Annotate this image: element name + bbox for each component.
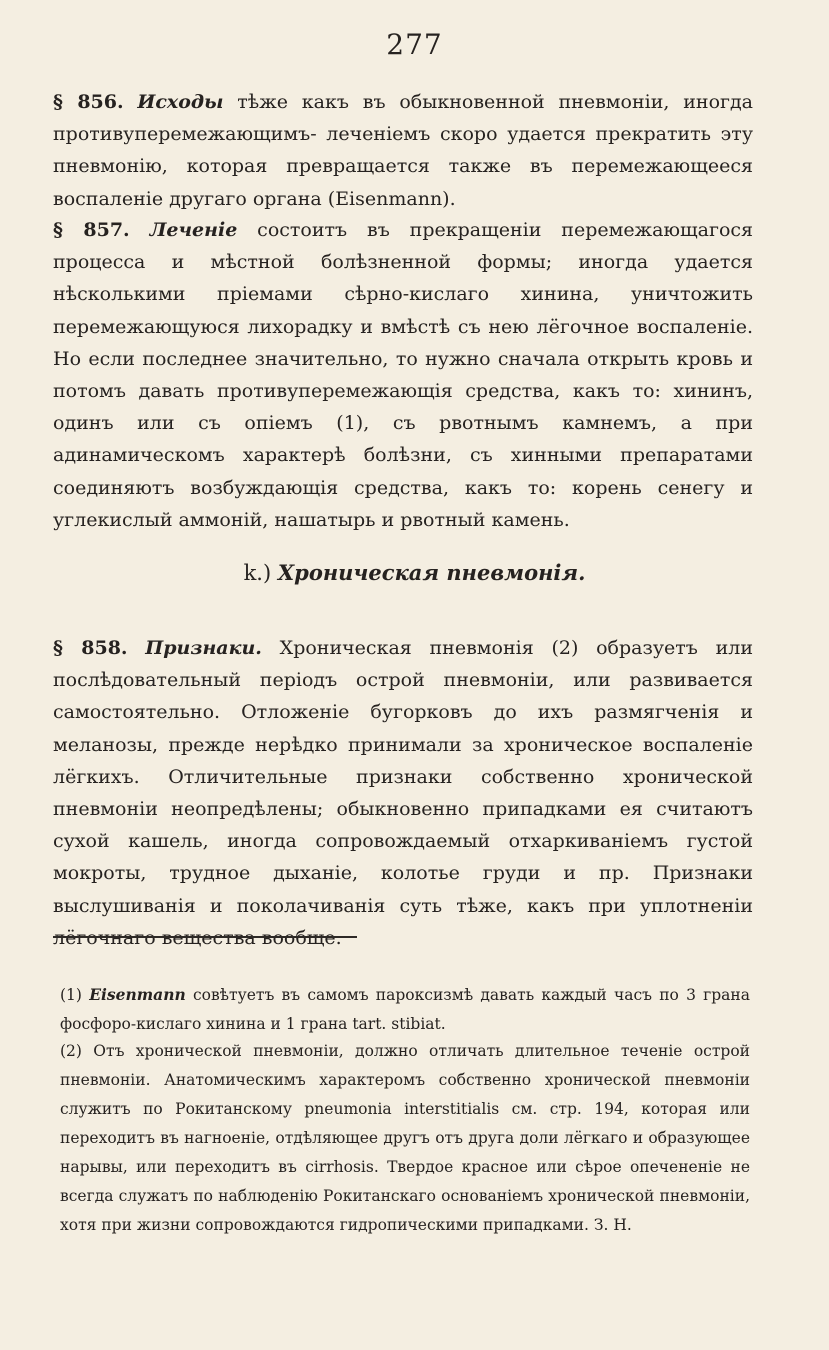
paragraph-857 xyxy=(53,214,753,536)
section-text-858: Хроническая пневмонія (2) образуетъ или послѣдовательный періодъ острой пневмоніи, или развивается самостоятельно. Отложеніе бугорковъ до ихъ размягченія и меланозы, прежде нерѣдко принимали за хроническое воспаленіе лёгкихъ. Отличительные признаки собственно хронической пневмоніи неопредѣлены; обыкновенно припадками ея считаютъ сухой кашель, иногда сопровождаемый отхаркиваніемъ густой мокроты, трудное дыханіе, колотье груди и пр. Признаки выслушиванія и поколачиванія суть тѣже, какъ при уплотненіи лёгочнаго вещества вообще. xyxy=(53,637,753,949)
section-lead-856: Исходы xyxy=(137,91,224,113)
section-lead-858: Признаки. xyxy=(145,637,262,659)
section-number-856: § 856. xyxy=(53,91,124,113)
footnote-2-text: Отъ хронической пневмоніи, должно отличать длительное теченіе острой пневмоніи. Анатомическимъ характеромъ собственно хронической пневмоніи служитъ по Рокитанскому pneumonia interstitialis см. стр. 194, которая или переходитъ въ нагноеніе, отдѣляющее другъ отъ друга доли лёгкаго и образующее нарывы, или переходитъ въ cirrhosis. Твердое красное или сѣрое опечененіе не всегда служатъ по наблюденію Рокитанскаго основаніемъ хронической пневмоніи, хотя при жизни сопровождаются гидропическими припадками. З. Н. xyxy=(60,1042,750,1234)
section-number-858: § 858. xyxy=(53,637,128,659)
footnote-2-marker: (2) xyxy=(60,1042,82,1060)
footnote-1-marker: (1) xyxy=(60,986,82,1004)
page-number: 277 xyxy=(386,28,443,61)
footnote-1 xyxy=(60,980,750,1039)
section-text-856: тѣже какъ въ обыкновенной пневмоніи, иногда противуперемежающимъ- леченіемъ скоро удается прекратить эту пневмонію, которая превращается также въ перемежающееся воспаленіе другаго органа (Eisenmann). xyxy=(53,91,753,210)
footnote-1-text: совѣтуетъ въ самомъ пароксизмѣ давать каждый часъ по 3 грана фосфоро-кислаго хинина и 1 грана tart. stibiat. xyxy=(60,986,750,1033)
section-lead-857: Леченіе xyxy=(149,219,238,241)
subsection-marker: k.) xyxy=(243,561,272,585)
footnote-1-author: Eisenmann xyxy=(89,985,186,1004)
footnote-2 xyxy=(60,1037,750,1240)
paragraph-856 xyxy=(53,86,753,215)
section-text-857: состоитъ въ прекращеніи перемежающагося процесса и мѣстной болѣзненной формы; иногда удается нѣсколькими пріемами сѣрно-кислаго хинина, уничтожить перемежающуюся лихорадку и вмѣстѣ съ нею лёгочное воспаленіе. Но если последнее значительно, то нужно сначала открыть кровь и потомъ давать противуперемежающія средства, какъ то: хининъ, одинъ или съ опіемъ (1), съ рвотнымъ камнемъ, а при адинамическомъ характерѣ болѣзни, съ хинными препаратами соединяютъ возбуждающія средства, какъ то: корень сенегу и углекислый аммоній, нашатырь и рвотный камень. xyxy=(53,219,754,531)
subsection-title: Хроническая пневмонія. xyxy=(277,560,586,585)
section-number-857: § 857. xyxy=(53,219,130,241)
footnote-divider xyxy=(53,936,357,938)
paragraph-858 xyxy=(53,632,753,954)
subsection-heading xyxy=(0,560,829,585)
